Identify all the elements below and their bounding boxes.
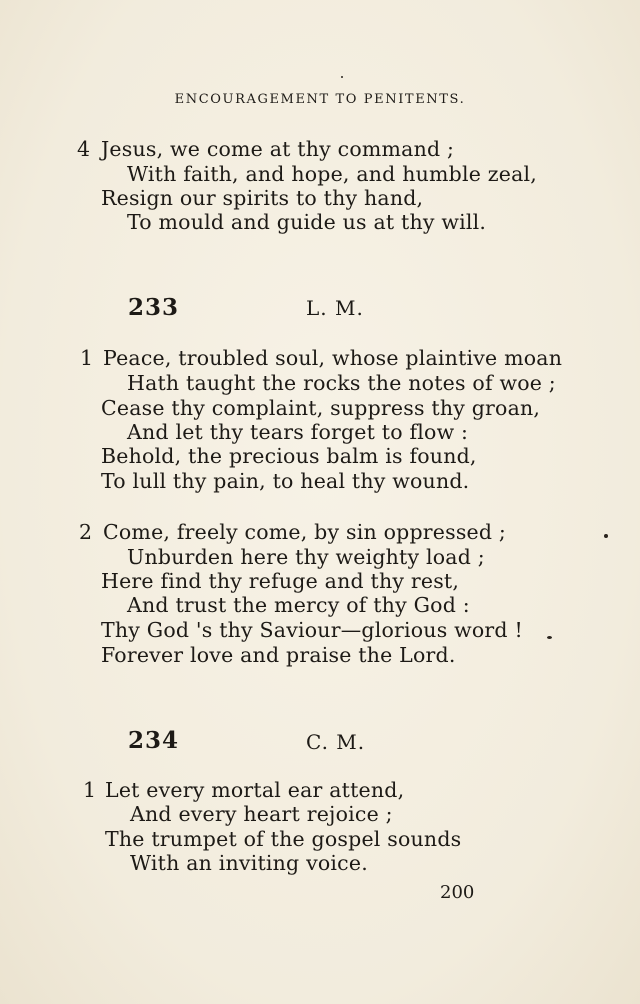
verse-line: Jesus, we come at thy command ; xyxy=(101,137,455,161)
verse-line: Here find thy refuge and thy rest, xyxy=(101,569,460,593)
verse-line: To lull thy pain, to heal thy wound. xyxy=(101,469,470,493)
hymn-meter: L. M. xyxy=(306,296,364,320)
verse-line: Hath taught the rocks the notes of woe ; xyxy=(127,371,556,395)
verse-line: With an inviting voice. xyxy=(130,851,368,875)
verse-line: Unburden here thy weighty load ; xyxy=(127,545,485,569)
stanza-number: 1 xyxy=(83,778,97,802)
verse-line: Peace, troubled soul, whose plaintive moan xyxy=(103,346,563,370)
stanza-number: 1 xyxy=(80,346,94,370)
verse-line: The trumpet of the gospel sounds xyxy=(105,827,462,851)
running-title: ENCOURAGEMENT TO PENITENTS. xyxy=(174,92,466,107)
verse-line: Behold, the precious balm is found, xyxy=(101,444,477,468)
hymn-number: 233 xyxy=(128,294,180,321)
verse-line: To mould and guide us at thy will. xyxy=(127,210,487,234)
hymn-meter: C. M. xyxy=(306,730,366,754)
hymn-number: 234 xyxy=(128,727,180,754)
stanza-number: 2 xyxy=(79,520,93,544)
verse-line: Cease thy complaint, suppress thy groan, xyxy=(101,396,541,420)
verse-line: And trust the mercy of thy God : xyxy=(127,593,470,617)
verse-line: Thy God 's thy Saviour—glorious word ! xyxy=(101,618,523,642)
ink-speck xyxy=(341,76,343,78)
page-number: 200 xyxy=(440,882,475,903)
verse-line: Forever love and praise the Lord. xyxy=(101,643,456,667)
stanza-number: 4 xyxy=(77,137,91,161)
verse-line: With faith, and hope, and humble zeal, xyxy=(127,162,538,186)
verse-line: And let thy tears forget to flow : xyxy=(127,420,469,444)
verse-line: Resign our spirits to thy hand, xyxy=(101,186,424,210)
running-header xyxy=(0,92,640,107)
ink-speck xyxy=(604,534,608,538)
verse-line: Let every mortal ear attend, xyxy=(105,778,405,802)
verse-line: And every heart rejoice ; xyxy=(130,802,393,826)
verse-line: Come, freely come, by sin oppressed ; xyxy=(103,520,507,544)
ink-speck xyxy=(547,636,552,639)
